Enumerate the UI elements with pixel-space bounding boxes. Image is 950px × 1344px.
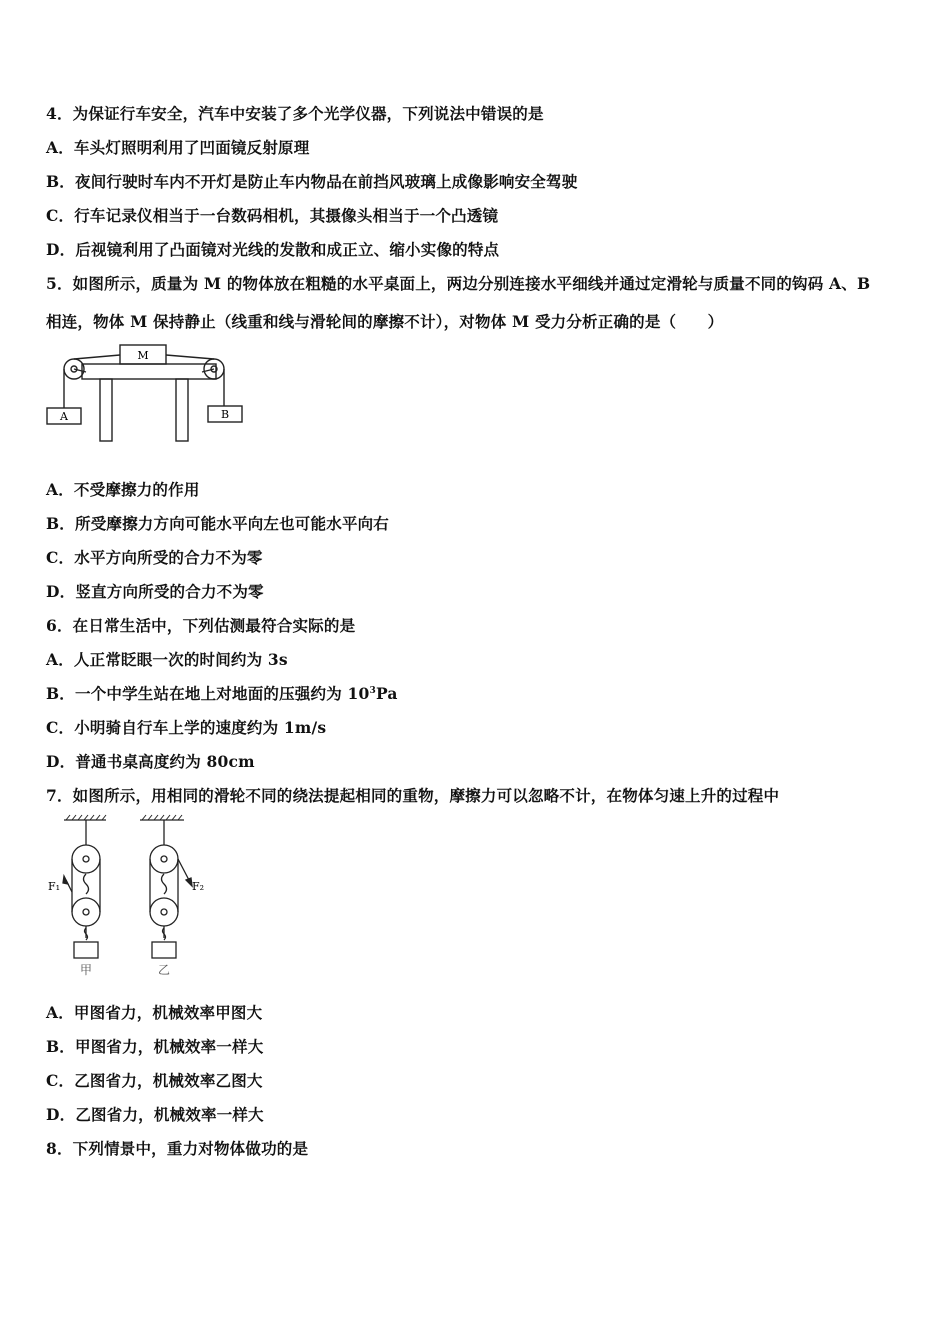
q7-pulley-figure — [44, 814, 224, 980]
q6-option-d: D．普通书桌高度约为 80cm — [46, 752, 255, 771]
q8-stem: 8．下列情景中，重力对物体做功的是 — [46, 1139, 309, 1158]
q4-option-d: D．后视镜利用了凸面镜对光线的发散和成正立、缩小实像的特点 — [46, 240, 500, 259]
weight-left — [74, 942, 98, 958]
q6-option-a: A．人正常眨眼一次的时间约为 3s — [46, 650, 288, 669]
q6-option-c: C．小明骑自行车上学的速度约为 1m/s — [46, 718, 327, 737]
q6-stem: 6．在日常生活中，下列估测最符合实际的是 — [46, 616, 356, 635]
caption-yi: 乙 — [157, 963, 171, 977]
q7-option-b: B．甲图省力，机械效率一样大 — [46, 1037, 264, 1056]
q5-option-c: C．水平方向所受的合力不为零 — [46, 548, 263, 567]
pulley-fixed-left — [72, 845, 100, 873]
q7-stem: 7．如图所示，用相同的滑轮不同的绕法提起相同的重物，摩擦力可以忽略不计，在物体匀速上升的过程中 — [46, 786, 780, 805]
q5-option-d: D．竖直方向所受的合力不为零 — [46, 582, 264, 601]
q6-option-b-text: B．一个中学生站在地上对地面的压强约为 10 — [46, 684, 370, 703]
label-a: A — [60, 410, 68, 423]
weight-right — [152, 942, 176, 958]
table-top — [82, 364, 216, 379]
q5-option-a: A．不受摩擦力的作用 — [46, 480, 200, 499]
table-leg-right — [176, 379, 188, 441]
pulley-movable-left — [72, 898, 100, 926]
q4-option-a: A．车头灯照明利用了凹面镜反射原理 — [46, 138, 310, 157]
string-left — [74, 355, 120, 359]
q6-option-b-unit: Pa — [375, 684, 398, 703]
q7-option-a: A．甲图省力，机械效率甲图大 — [46, 1003, 263, 1022]
q5-stem-line1: 5．如图所示，质量为 M 的物体放在粗糙的水平桌面上，两边分别连接水平细线并通过定滑轮与质量不同的钩码 A、B — [46, 274, 871, 293]
q5-stem-line2: 相连，物体 M 保持静止（线重和线与滑轮间的摩擦不计），对物体 M 受力分析正确的是（ ） — [46, 312, 724, 331]
q5-table-pulley-figure — [44, 342, 250, 446]
table-leg-left — [100, 379, 112, 441]
pulley-fixed-right — [150, 845, 178, 873]
pulley-movable-right — [150, 898, 178, 926]
q4-stem: 4．为保证行车安全，汽车中安装了多个光学仪器，下列说法中错误的是 — [46, 104, 544, 123]
caption-jia: 甲 — [79, 963, 93, 977]
q7-option-c: C．乙图省力，机械效率乙图大 — [46, 1071, 263, 1090]
label-m: M — [137, 349, 149, 362]
string-right — [166, 355, 214, 359]
label-f1: F₁ — [48, 880, 61, 893]
label-b: B — [220, 408, 230, 421]
q6-option-b — [46, 682, 398, 704]
q6-option-b-exponent: 3 — [369, 686, 376, 696]
label-f2: F₂ — [192, 880, 205, 893]
q4-option-b: B．夜间行驶时车内不开灯是防止车内物品在前挡风玻璃上成像影响安全驾驶 — [46, 172, 578, 191]
q4-option-c: C．行车记录仪相当于一台数码相机，其摄像头相当于一个凸透镜 — [46, 206, 499, 225]
q7-option-d: D．乙图省力，机械效率一样大 — [46, 1105, 264, 1124]
q5-option-b: B．所受摩擦力方向可能水平向左也可能水平向右 — [46, 514, 390, 533]
